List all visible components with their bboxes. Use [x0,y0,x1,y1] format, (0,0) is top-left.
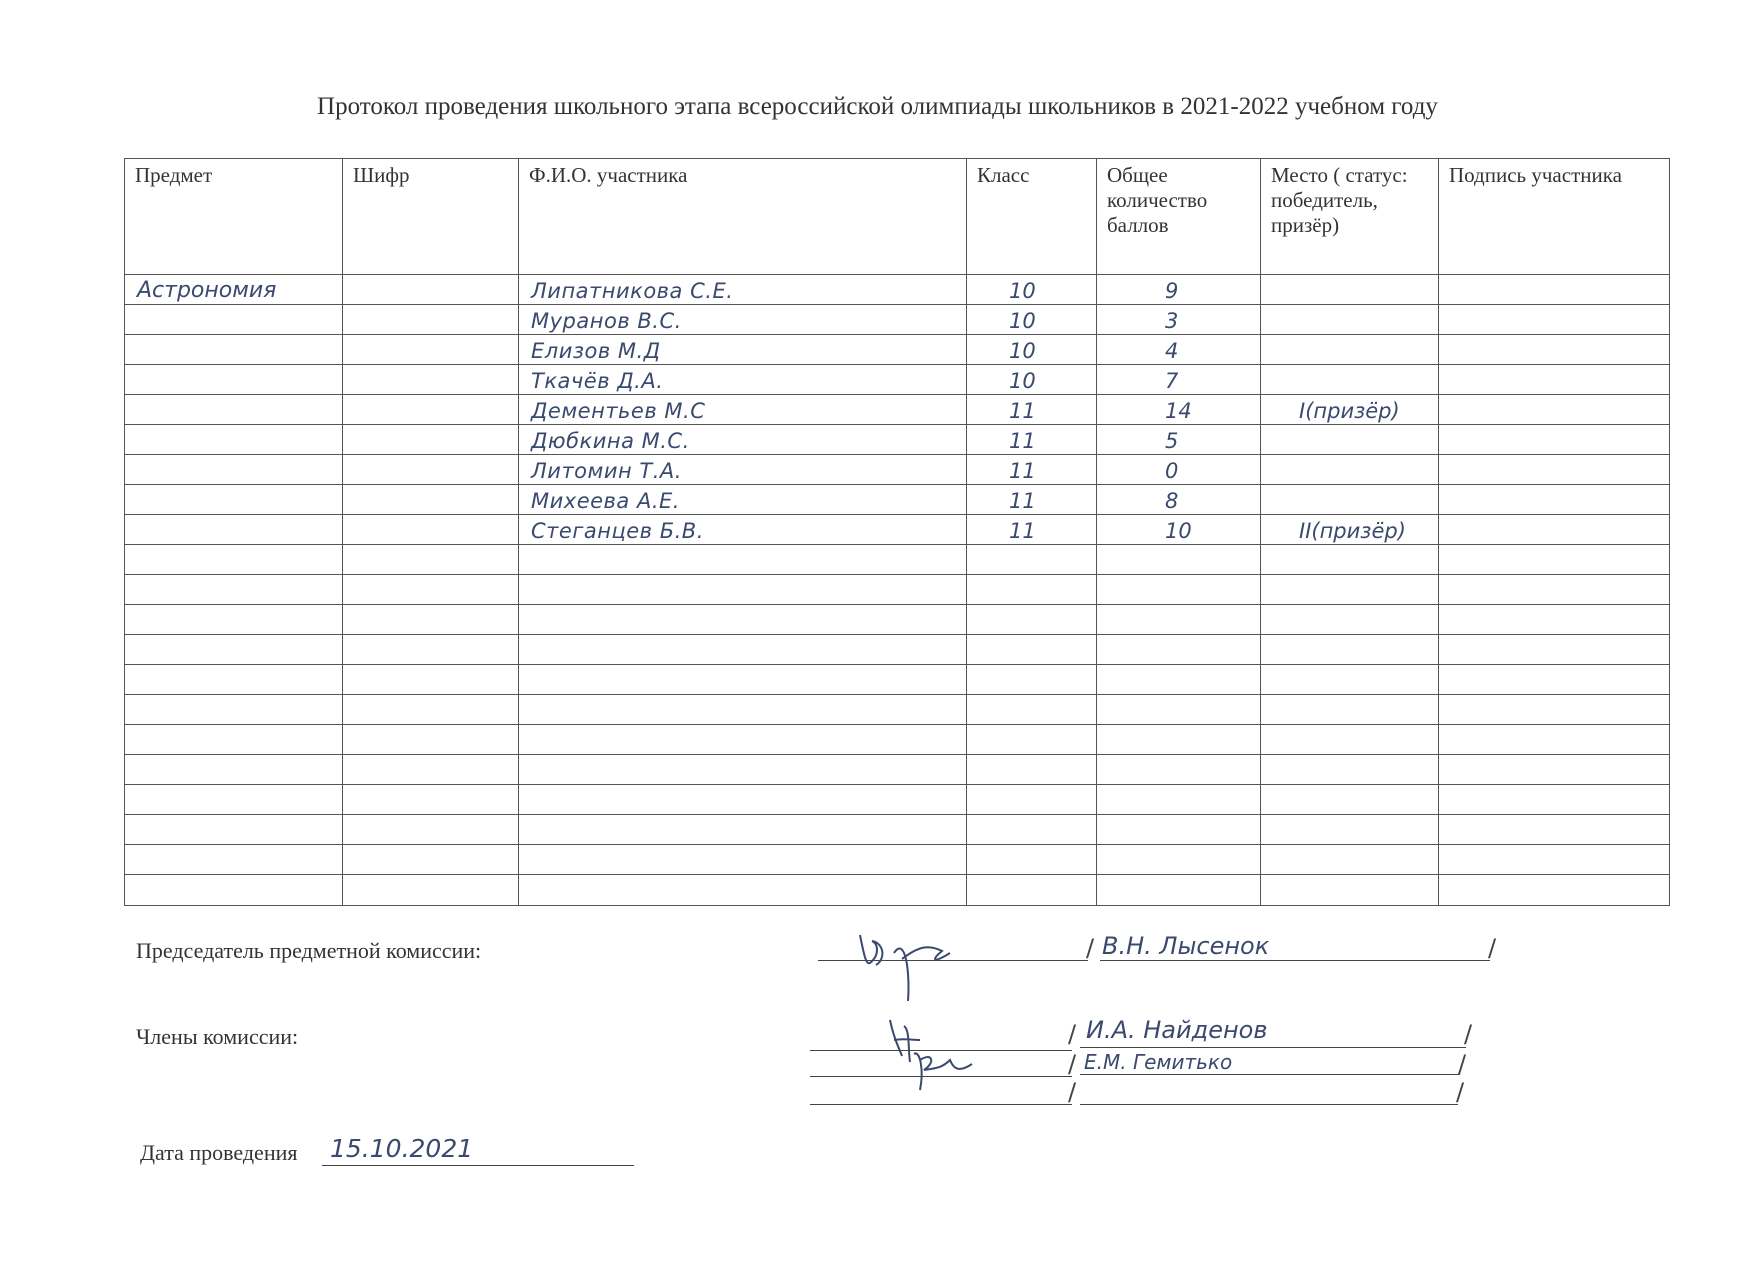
page-title: Протокол проведения школьного этапа всероссийской олимпиады школьников в 2021-2022 учебном году [317,93,1438,120]
member-2-slash-left: / [1068,1050,1077,1078]
table-row [125,305,1670,335]
cell-code [343,665,519,695]
table-row [125,485,1670,515]
cell-code [343,425,519,455]
cell-grade [967,695,1097,725]
cell-name: Дюбкина М.С. [519,425,967,455]
cell-score [1097,695,1261,725]
cell-score: 4 [1097,335,1261,365]
cell-code [343,395,519,425]
cell-subject [125,695,343,725]
member-3-name-line [1080,1104,1458,1105]
cell-grade [967,755,1097,785]
cell-score [1097,605,1261,635]
cell-score [1097,575,1261,605]
cell-score: 14 [1097,395,1261,425]
cell-place [1261,305,1439,335]
cell-grade: 11 [967,485,1097,515]
cell-subject [125,665,343,695]
cell-name: Дементьев М.С [519,395,967,425]
cell-grade: 10 [967,365,1097,395]
cell-place [1261,755,1439,785]
chairman-signature [850,915,1000,1005]
cell-score [1097,725,1261,755]
cell-name: Стеганцев Б.В. [519,515,967,545]
cell-subject [125,815,343,845]
chairman-slash-right: / [1488,934,1497,962]
member-2-slash-right: / [1458,1050,1467,1078]
table-row [125,635,1670,665]
cell-name [519,575,967,605]
cell-code [343,605,519,635]
cell-subject [125,455,343,485]
cell-name [519,545,967,575]
table-row [125,725,1670,755]
cell-place [1261,275,1439,305]
cell-code [343,635,519,665]
cell-name: Елизов М.Д [519,335,967,365]
table-row [125,755,1670,785]
cell-score [1097,815,1261,845]
cell-score: 7 [1097,365,1261,395]
cell-name: Муранов В.С. [519,305,967,335]
cell-signature [1439,395,1670,425]
cell-signature [1439,725,1670,755]
member-1-name: И.А. Найденов [1086,1016,1268,1044]
cell-subject [125,545,343,575]
member-signature [880,1010,990,1100]
table-row [125,665,1670,695]
cell-signature [1439,485,1670,515]
header-subject: Предмет [125,159,343,275]
cell-subject [125,755,343,785]
cell-subject [125,515,343,545]
cell-name [519,785,967,815]
header-signature: Подпись участника [1439,159,1670,275]
chairman-slash-left: / [1086,934,1095,962]
cell-name [519,605,967,635]
cell-grade: 11 [967,425,1097,455]
cell-subject [125,575,343,605]
members-label: Члены комиссии: [136,1024,299,1049]
cell-score [1097,665,1261,695]
table-row [125,845,1670,875]
cell-code [343,515,519,545]
cell-place [1261,545,1439,575]
member-2-name: Е.М. Гемитько [1084,1050,1233,1074]
table-row [125,815,1670,845]
cell-score: 3 [1097,305,1261,335]
cell-code [343,335,519,365]
cell-code [343,695,519,725]
cell-grade [967,545,1097,575]
cell-name: Михеева А.Е. [519,485,967,515]
cell-name [519,725,967,755]
cell-code [343,815,519,845]
cell-signature [1439,845,1670,875]
date-value: 15.10.2021 [330,1134,474,1163]
table-row [125,545,1670,575]
cell-code [343,305,519,335]
cell-signature [1439,785,1670,815]
cell-signature [1439,365,1670,395]
cell-code [343,545,519,575]
cell-place [1261,815,1439,845]
cell-place [1261,605,1439,635]
cell-score [1097,755,1261,785]
cell-signature [1439,515,1670,545]
cell-name [519,875,967,906]
chairman-name: В.Н. Лысенок [1102,932,1270,960]
member-2-signature-line [810,1076,1072,1077]
cell-subject [125,395,343,425]
cell-subject: Астрономия [125,275,343,305]
cell-name [519,665,967,695]
cell-signature [1439,755,1670,785]
table-row [125,365,1670,395]
cell-grade: 10 [967,305,1097,335]
header-place: Место ( статус: победитель, призёр) [1261,159,1439,275]
cell-signature [1439,425,1670,455]
cell-grade: 10 [967,275,1097,305]
cell-subject [125,845,343,875]
cell-subject [125,875,343,906]
cell-grade [967,605,1097,635]
cell-grade [967,845,1097,875]
table-header-row [125,159,1670,275]
member-1-slash-left: / [1068,1020,1077,1048]
member-1-name-line [1080,1047,1466,1048]
cell-name [519,695,967,725]
cell-grade: 10 [967,335,1097,365]
cell-place [1261,635,1439,665]
cell-name: Липатникова С.Е. [519,275,967,305]
cell-place: II(призёр) [1261,515,1439,545]
table-row [125,395,1670,425]
member-3-signature-line [810,1104,1072,1105]
header-score: Общее количество баллов [1097,159,1261,275]
cell-score [1097,635,1261,665]
header-grade: Класс [967,159,1097,275]
cell-place: I(призёр) [1261,395,1439,425]
cell-score: 0 [1097,455,1261,485]
cell-score: 8 [1097,485,1261,515]
cell-grade [967,725,1097,755]
cell-name [519,815,967,845]
chairman-name-line [1100,960,1490,961]
cell-subject [125,725,343,755]
cell-subject [125,485,343,515]
header-name: Ф.И.О. участника [519,159,967,275]
member-1-slash-right: / [1464,1020,1473,1048]
cell-place [1261,875,1439,906]
table-row [125,605,1670,635]
table-row [125,575,1670,605]
cell-name: Литомин Т.А. [519,455,967,485]
cell-code [343,785,519,815]
table-row [125,335,1670,365]
cell-place [1261,365,1439,395]
cell-code [343,755,519,785]
table-row [125,785,1670,815]
cell-signature [1439,875,1670,906]
header-code: Шифр [343,159,519,275]
cell-name: Ткачёв Д.А. [519,365,967,395]
results-table [124,158,1670,906]
cell-name [519,635,967,665]
cell-code [343,275,519,305]
table-row [125,875,1670,906]
cell-place [1261,725,1439,755]
cell-place [1261,335,1439,365]
cell-score: 10 [1097,515,1261,545]
cell-grade [967,575,1097,605]
cell-score [1097,845,1261,875]
member-2-name-line [1080,1074,1460,1075]
cell-name [519,755,967,785]
cell-subject [125,425,343,455]
cell-grade: 11 [967,395,1097,425]
chairman-label: Председатель предметной комиссии: [136,938,482,963]
cell-score [1097,545,1261,575]
cell-place [1261,695,1439,725]
cell-grade [967,785,1097,815]
member-3-slash-right: / [1456,1078,1465,1106]
cell-grade [967,815,1097,845]
cell-signature [1439,815,1670,845]
table-row [125,275,1670,305]
cell-place [1261,665,1439,695]
cell-signature [1439,455,1670,485]
cell-score: 5 [1097,425,1261,455]
cell-code [343,575,519,605]
table-row [125,455,1670,485]
cell-code [343,365,519,395]
cell-grade [967,665,1097,695]
cell-subject [125,335,343,365]
cell-score [1097,875,1261,906]
cell-signature [1439,335,1670,365]
cell-subject [125,605,343,635]
date-line [322,1165,634,1166]
cell-code [343,845,519,875]
cell-code [343,485,519,515]
cell-grade [967,635,1097,665]
cell-place [1261,575,1439,605]
cell-grade [967,875,1097,906]
cell-signature [1439,635,1670,665]
cell-place [1261,485,1439,515]
cell-grade: 11 [967,455,1097,485]
cell-subject [125,305,343,335]
cell-place [1261,785,1439,815]
cell-place [1261,425,1439,455]
cell-signature [1439,665,1670,695]
cell-subject [125,365,343,395]
cell-code [343,455,519,485]
cell-code [343,725,519,755]
cell-subject [125,635,343,665]
cell-grade: 11 [967,515,1097,545]
cell-score [1097,785,1261,815]
cell-signature [1439,275,1670,305]
cell-code [343,875,519,906]
cell-place [1261,455,1439,485]
cell-signature [1439,575,1670,605]
cell-signature [1439,695,1670,725]
date-label: Дата проведения [140,1140,298,1165]
cell-place [1261,845,1439,875]
cell-signature [1439,605,1670,635]
member-3-slash-left: / [1068,1078,1077,1106]
table-row [125,515,1670,545]
table-row [125,695,1670,725]
cell-name [519,845,967,875]
cell-score: 9 [1097,275,1261,305]
cell-subject [125,785,343,815]
cell-signature [1439,305,1670,335]
cell-signature [1439,545,1670,575]
table-row [125,425,1670,455]
